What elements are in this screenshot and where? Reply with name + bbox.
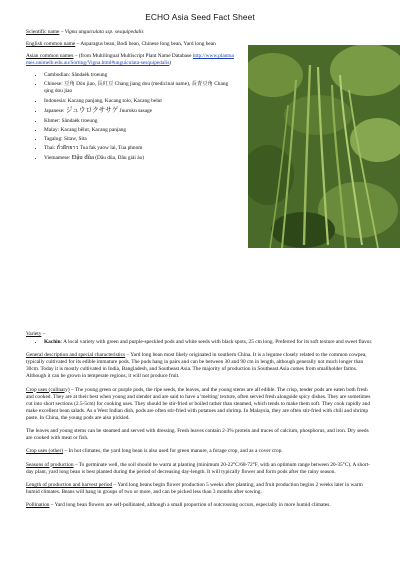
list-item: • Cambodian: Sândaèk troeung	[44, 72, 236, 79]
list-item: • Thai: ถั่วฝักยาว Tua fak yaow lai, Tua phnom	[44, 145, 236, 152]
crop-uses-culinary: Crop uses (culinary) – The young green or purple pods, the ripe seeds, the leaves, and the young stems are all edible. The crisp, tender pods are eaten both fresh and cooked. They are at their best when young and slender and are said to have a 'melting' texture, often served fresh alongside spicy dishes. They are sometimes cut into short sections (2.5-5cm) for cooking uses. They should be stir-fried or boiled rather than steamed, which tends to make them soft. They cook rapidly and make excellent bean salads. As a West Indian dish, pods are often stir-fried with potatoes and shrimp. In Malaysia, they are often stir-fried with chili and shrimp paste. In China, the young pods are also pickled.	[26, 386, 371, 421]
names-column	[26, 29, 236, 163]
general-description: General description and special characteristics – Yard long bean most likely originated in southern China. It is a legume closely related to the common cowpea, typically cultivated for its edible immature pods. The pods hang in pairs and can be between 30 and 90 cm in length, although generally not much longer than 30cm. Today it is mostly cultivated in India, Bangladesh, and Southeast Asia. The majority of production in Southeast Asia comes from smallholder farms. Although it can be grown in temperate regions, it will not produce fruit.	[26, 352, 367, 380]
list-item: • Tagalog: Sitaw, Sita	[44, 136, 236, 143]
length-of-production: Length of production and harvest period – Yard long beans begin flower production 5 weeks after planting, and fruit production begins 2 weeks later in warm humid climates. Beans will hang in groups of two or more, and can be picked less than 3 months after sowing.	[26, 481, 363, 495]
list-item: • Kachin: A local variety with green and purple-speckled pods and white seeds with black spots, 25 cm long. Preferred for its soft texture and sweet flavor.	[44, 339, 374, 346]
names-list	[26, 72, 236, 163]
list-item: • Khmer: Sândaèk troeung	[44, 118, 236, 125]
bean-plant-image	[248, 45, 400, 248]
leaves-and-stems: The leaves and young stems can be steamed and served with dressing. Fresh leaves contain 2-3% protein and traces of calcium, phosphorus, and iron. Dry seeds are cooked with meat or fish.	[26, 427, 369, 442]
crop-uses-other: Crop uses (other) – In hot climates, the yard long bean is also used for green manure, a forage crop, and as a cover crop.	[26, 448, 283, 455]
variety-heading: Variety –	[26, 331, 46, 338]
list-item: • Indonesia: Kacang panjang, Kacang tolo, Kacang belut	[44, 98, 236, 105]
asian-common-names: Asian common names – (from Multilingual Multiscript Plant Name Database http://www.plantnames.unimelb.edu.au/Sorting/Vigna.html#unguiculata-sesquipedalis)	[26, 53, 234, 67]
plant-names-database-link[interactable]: http://www.plantnames.unimelb.edu.au/Sorting/Vigna.html#unguiculata-sesquipedalis	[26, 53, 234, 67]
scientific-name: Scientific name – Vigna unguiculata ssp. sesquipedalis	[26, 29, 144, 36]
yard-long-bean-photo	[248, 45, 400, 248]
seasons-of-production: Seasons of production – To germinate well, the soil should be warm at planting (minimum 20-22°C/68-72°F, with an optimum range between 20-35°C). A short-day plant, yard long bean is best planted during the period of decreasing day-length. It will typically flower and form pods after the rainy season.	[26, 461, 370, 475]
list-item: • Vietnamese: Đậu đũa (Dâu dũa, Dâu giải áo)	[44, 154, 236, 163]
header-section	[26, 29, 374, 329]
page-title: ECHO Asia Seed Fact Sheet	[145, 12, 255, 22]
list-item: • Japanese: ジュウロクササゲ Juuroku sasage	[44, 107, 236, 116]
variety-section	[26, 331, 374, 346]
list-item: • Chinese: 豆角 Dòu jiao, 長豇豆 Chang jiang dou (medicinal name), 長青豆角 Chang qing dou jiao	[44, 81, 236, 95]
variety-list	[26, 339, 374, 346]
pollination: Pollination – Yard long bean flowers are self-pollinated, although a small proportion of outcrossing occurs, especially in more humid climates.	[26, 502, 331, 509]
list-item: • Malay: Kacang bêlut, Kacang panjang	[44, 127, 236, 134]
english-common-name: English common name – Asparagus bean, Bodi bean, Chinese long bean, Yard long bean	[26, 41, 216, 48]
